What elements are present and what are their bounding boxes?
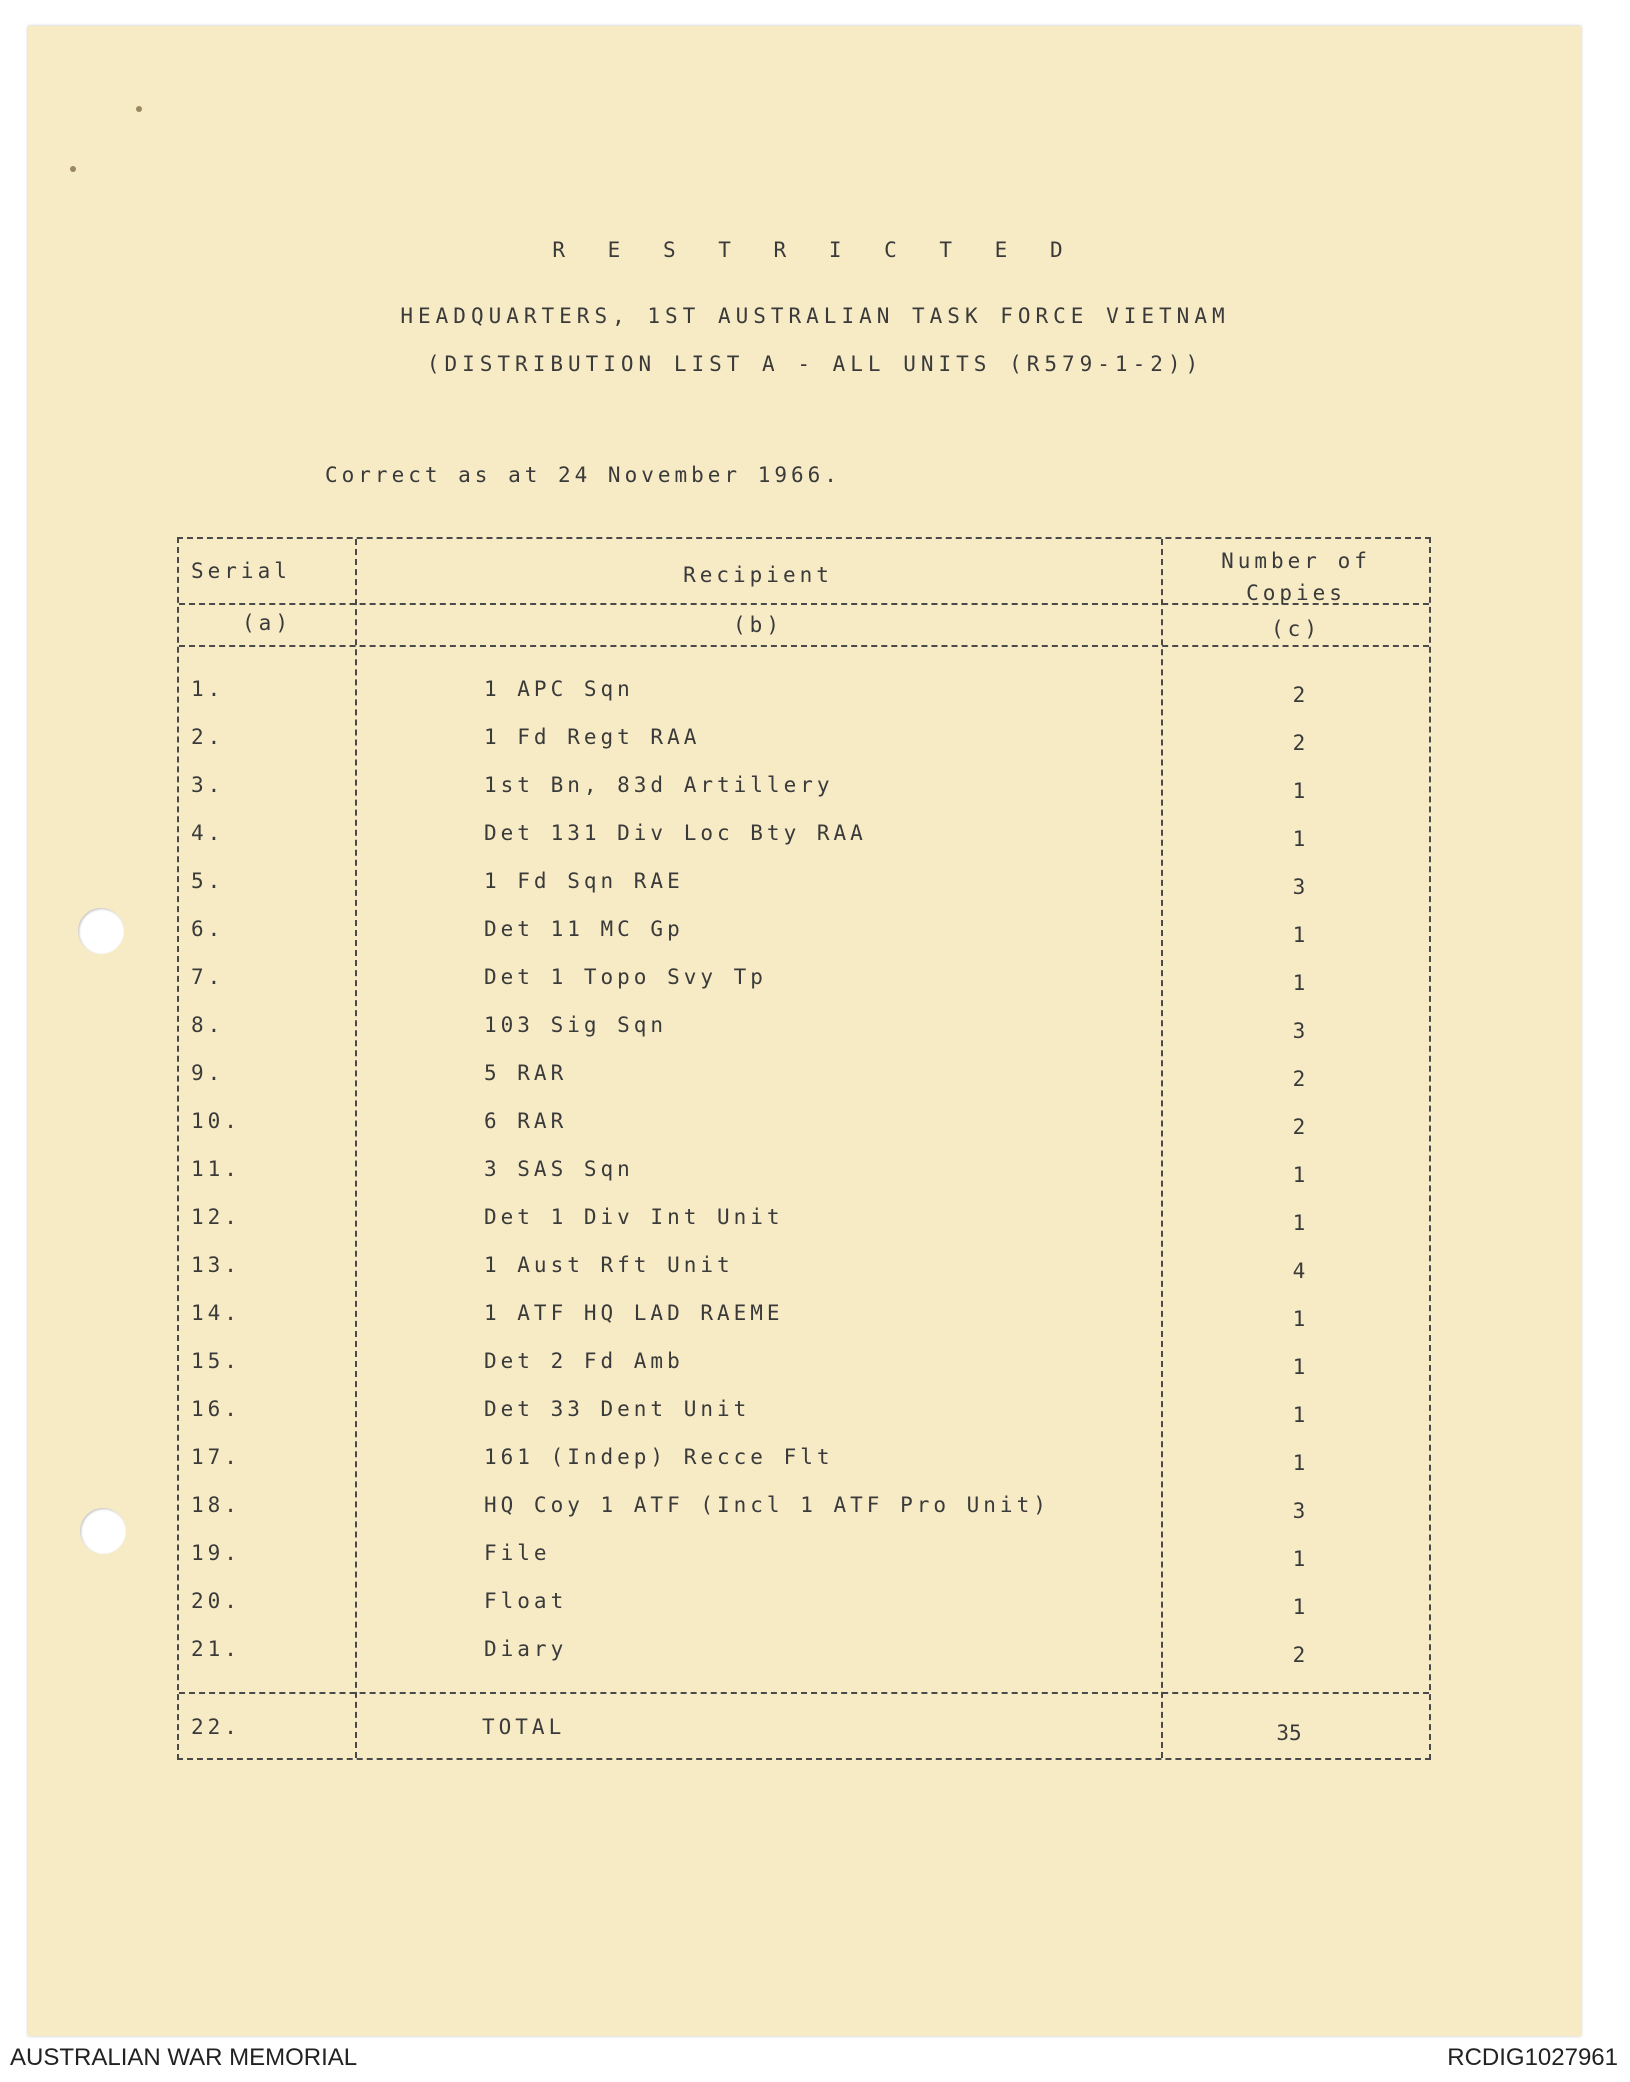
row-serial: 9.	[191, 1061, 225, 1085]
row-recipient: 1 Fd Regt RAA	[484, 725, 701, 749]
row-recipient: 3 SAS Sqn	[484, 1157, 634, 1181]
row-serial: 11.	[191, 1157, 241, 1181]
row-serial: 7.	[191, 965, 225, 989]
row-recipient: 1 Fd Sqn RAE	[484, 869, 684, 893]
classification-marking: R E S T R I C T E D	[552, 238, 1078, 262]
row-serial: 3.	[191, 773, 225, 797]
row-recipient: 103 Sig Sqn	[484, 1013, 668, 1037]
row-serial: 5.	[191, 869, 225, 893]
row-copies: 1	[1292, 923, 1306, 947]
archive-reference: RCDIG1027961	[1447, 2044, 1618, 2071]
row-copies: 2	[1292, 1067, 1306, 1091]
header-divider	[179, 645, 1429, 647]
row-recipient: File	[484, 1541, 551, 1565]
header-serial: Serial	[191, 559, 291, 583]
row-serial: 20.	[191, 1589, 241, 1613]
row-recipient: 161 (Indep) Recce Flt	[484, 1445, 834, 1469]
row-copies: 2	[1292, 1643, 1306, 1667]
row-copies: 3	[1292, 1499, 1306, 1523]
punch-hole-top	[78, 908, 124, 954]
row-copies: 4	[1292, 1259, 1306, 1283]
row-recipient: 1 ATF HQ LAD RAEME	[484, 1301, 784, 1325]
header-copies-code: (c)	[1271, 617, 1321, 641]
row-recipient: 5 RAR	[484, 1061, 568, 1085]
row-recipient: Float	[484, 1589, 568, 1613]
header-copies-line1: Number of	[1221, 549, 1371, 573]
header-recipient-code: (b)	[733, 613, 783, 637]
row-copies: 1	[1292, 1547, 1306, 1571]
row-serial: 4.	[191, 821, 225, 845]
document-title: HEADQUARTERS, 1ST AUSTRALIAN TASK FORCE VIETNAM	[400, 304, 1230, 328]
total-label: TOTAL	[482, 1715, 566, 1739]
row-copies: 1	[1292, 1451, 1306, 1475]
row-serial: 12.	[191, 1205, 241, 1229]
row-serial: 10.	[191, 1109, 241, 1133]
row-copies: 2	[1292, 1115, 1306, 1139]
punch-hole-bottom	[80, 1508, 126, 1554]
header-serial-code: (a)	[242, 611, 292, 635]
header-recipient: Recipient	[683, 563, 833, 587]
column-divider	[1161, 539, 1163, 1758]
row-copies: 1	[1292, 1595, 1306, 1619]
row-serial: 17.	[191, 1445, 241, 1469]
row-copies: 1	[1292, 971, 1306, 995]
row-serial: 18.	[191, 1493, 241, 1517]
archive-credit: AUSTRALIAN WAR MEMORIAL	[10, 2044, 358, 2071]
total-serial: 22.	[191, 1715, 241, 1739]
row-recipient: Det 1 Topo Svy Tp	[484, 965, 767, 989]
row-serial: 15.	[191, 1349, 241, 1373]
row-copies: 3	[1292, 875, 1306, 899]
row-recipient: 1st Bn, 83d Artillery	[484, 773, 834, 797]
row-copies: 3	[1292, 1019, 1306, 1043]
header-copies-line2: Copies	[1246, 581, 1346, 605]
row-copies: 1	[1292, 1211, 1306, 1235]
row-copies: 1	[1292, 827, 1306, 851]
row-copies: 1	[1292, 1163, 1306, 1187]
row-recipient: Det 1 Div Int Unit	[484, 1205, 784, 1229]
row-copies: 1	[1292, 1355, 1306, 1379]
document-subtitle: (DISTRIBUTION LIST A - ALL UNITS (R579-1-2))	[426, 352, 1204, 376]
paper-speck	[136, 106, 142, 112]
row-copies: 2	[1292, 731, 1306, 755]
row-serial: 19.	[191, 1541, 241, 1565]
row-recipient: 6 RAR	[484, 1109, 568, 1133]
row-recipient: 1 APC Sqn	[484, 677, 634, 701]
row-recipient: Det 2 Fd Amb	[484, 1349, 684, 1373]
row-copies: 2	[1292, 683, 1306, 707]
distribution-table	[177, 537, 1431, 1760]
row-copies: 1	[1292, 1307, 1306, 1331]
row-copies: 1	[1292, 779, 1306, 803]
row-recipient: Diary	[484, 1637, 568, 1661]
row-copies: 1	[1292, 1403, 1306, 1427]
row-serial: 6.	[191, 917, 225, 941]
row-serial: 8.	[191, 1013, 225, 1037]
total-divider	[179, 1692, 1429, 1694]
column-divider	[355, 539, 357, 1758]
row-recipient: Det 11 MC Gp	[484, 917, 684, 941]
correct-as-date: Correct as at 24 November 1966.	[325, 463, 841, 487]
row-recipient: HQ Coy 1 ATF (Incl 1 ATF Pro Unit)	[484, 1493, 1050, 1517]
row-serial: 1.	[191, 677, 225, 701]
row-recipient: 1 Aust Rft Unit	[484, 1253, 734, 1277]
row-serial: 14.	[191, 1301, 241, 1325]
row-serial: 16.	[191, 1397, 241, 1421]
row-serial: 2.	[191, 725, 225, 749]
row-recipient: Det 33 Dent Unit	[484, 1397, 751, 1421]
row-serial: 21.	[191, 1637, 241, 1661]
total-copies: 35	[1276, 1721, 1302, 1745]
paper-speck	[70, 166, 76, 172]
row-serial: 13.	[191, 1253, 241, 1277]
row-recipient: Det 131 Div Loc Bty RAA	[484, 821, 867, 845]
